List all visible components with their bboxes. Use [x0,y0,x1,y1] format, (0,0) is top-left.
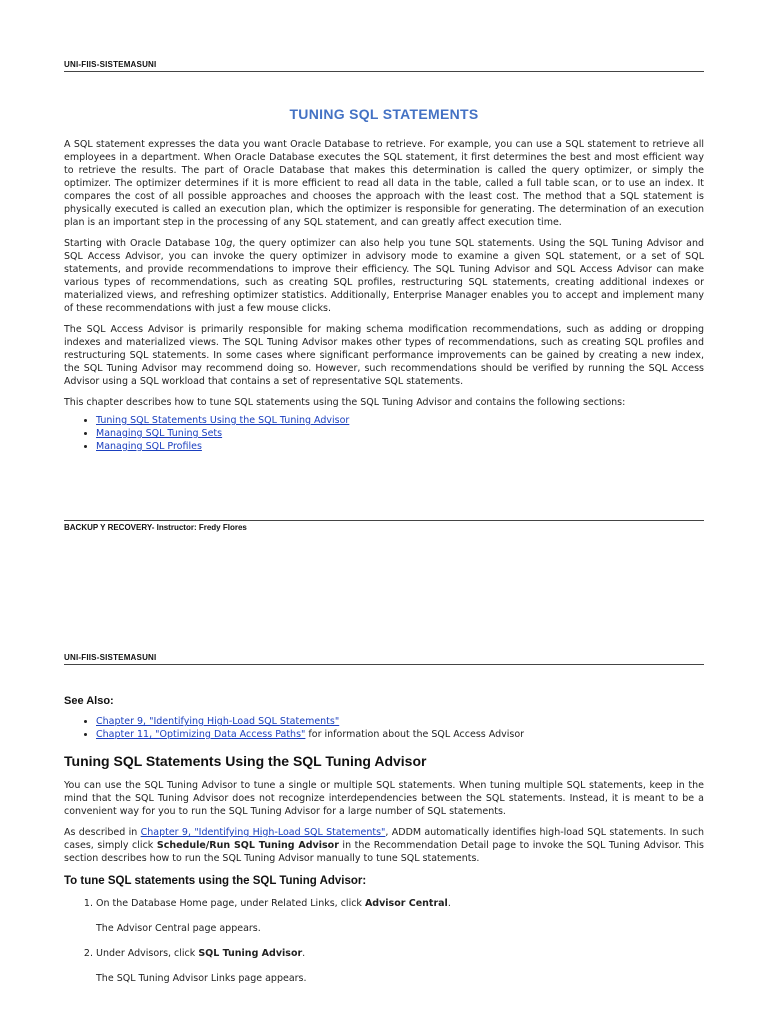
procedure-step: 1. On the Database Home page, under Related Links, click Advisor Central. The Advisor Central page appears. [96,897,704,947]
paragraph-tuning-intro: You can use the SQL Tuning Advisor to tune a single or multiple SQL statements. When tuning multiple SQL statements, keep in the mind that the SQL Tuning Advisor does not recognize interdependencies between the SQL statements. Instead, it is meant to be a convenient way for you to run the SQL Tuning Advisor for a large number of SQL statements. [64,780,704,817]
list-item [96,414,704,427]
document-page-1 [64,60,704,453]
paragraph-chapter-intro: This chapter describes how to tune SQL statements using the SQL Tuning Advisor and contains the following sections: [64,397,626,408]
paragraph-optimizer: Starting with Oracle Database 10g, the query optimizer can also help you tune SQL statements. Using the SQL Tuning Advisor and SQL Access Advisor, you can invoke the query optimizer in advisory mode to examine a given SQL statement, or a set of SQL statements, and provide recommendations to improve their efficiency. The SQL Tuning Advisor and SQL Access Advisor can make various types of recommendations, such as creating SQL profiles, restructuring SQL statements, creating additional indexes or materialized views, and refreshing optimizer statistics. Additionally, Enterprise Manager enables you to accept and implement many of these recommendations with just a few mouse clicks. [64,238,705,314]
link-chapter-11[interactable]: Chapter 11, "Optimizing Data Access Paths" [96,729,306,740]
link-chapter-9[interactable]: Chapter 9, "Identifying High-Load SQL Statements" [96,716,340,727]
document-page-2 [64,653,704,985]
list-item [96,715,704,728]
paragraph-access-advisor: The SQL Access Advisor is primarily responsible for making schema modification recommendations, such as adding or dropping indexes and materialized views. The SQL Tuning Advisor makes other types of recommendations, such as creating SQL profiles and restructuring SQL statements. In some cases where significant performance improvements can be gained by creating a new index, the SQL Tuning Advisor may recommend doing so. However, such recommendations should be verified by running the SQL Access Advisor using a SQL workload that contains a set of representative SQL statements. [64,324,704,387]
section-heading: Tuning SQL Statements Using the SQL Tuning Advisor [64,753,427,769]
page-footer: BACKUP Y RECOVERY- Instructor: Fredy Flores [64,520,704,532]
step-result: The SQL Tuning Advisor Links page appears. [96,973,307,984]
section-links-list [64,414,704,453]
step-result: The Advisor Central page appears. [96,923,261,934]
document-title: TUNING SQL STATEMENTS [289,106,479,122]
paragraph-intro: A SQL statement expresses the data you want Oracle Database to retrieve. For example, you can use a SQL statement to retrieve all employees in a department. When Oracle Database executes the SQL statement, it first determines the best and most efficient way to retrieve the results. The part of Oracle Database that makes this determination is called the query optimizer, or simply the optimizer. The optimizer determines if it is more efficient to read all data in the table, called a full table scan, or to use an index. It compares the cost of all possible approaches and chooses the approach with the least cost. The method that a SQL statement is physically executed is called an execution plan, which the optimizer is responsible for generating. The determination of an execution plan is an important step in the processing of any SQL statement, and can greatly affect execution time. [64,139,704,228]
link-managing-sql-tuning-sets[interactable]: Managing SQL Tuning Sets [96,428,223,439]
paragraph-addm: As described in Chapter 9, "Identifying High-Load SQL Statements", ADDM automatically identifies high-load SQL statements. In such cases, simply click Schedule/Run SQL Tuning Advisor in the Recommendation Detail page to invoke the SQL Tuning Advisor. This section describes how to run the SQL Tuning Advisor manually to tune SQL statements. [64,827,705,864]
link-tuning-sql-statements[interactable]: Tuning SQL Statements Using the SQL Tuning Advisor [96,415,350,426]
link-chapter-9-inline[interactable]: Chapter 9, "Identifying High-Load SQL Statements" [140,827,386,838]
see-also-heading: See Also: [64,695,114,707]
list-item [96,440,704,453]
page-header: UNI-FIIS-SISTEMASUNI [64,60,704,72]
link-managing-sql-profiles[interactable]: Managing SQL Profiles [96,441,202,452]
page-header: UNI-FIIS-SISTEMASUNI [64,653,704,665]
list-item: • Chapter 11, "Optimizing Data Access Paths" for information about the SQL Access Advisor [96,728,704,741]
procedure-step: 2. Under Advisors, click SQL Tuning Advisor. The SQL Tuning Advisor Links page appears. [96,947,704,985]
list-item [96,427,704,440]
procedure-steps [64,897,704,985]
see-also-list [64,715,704,741]
procedure-heading: To tune SQL statements using the SQL Tuning Advisor: [64,875,367,887]
